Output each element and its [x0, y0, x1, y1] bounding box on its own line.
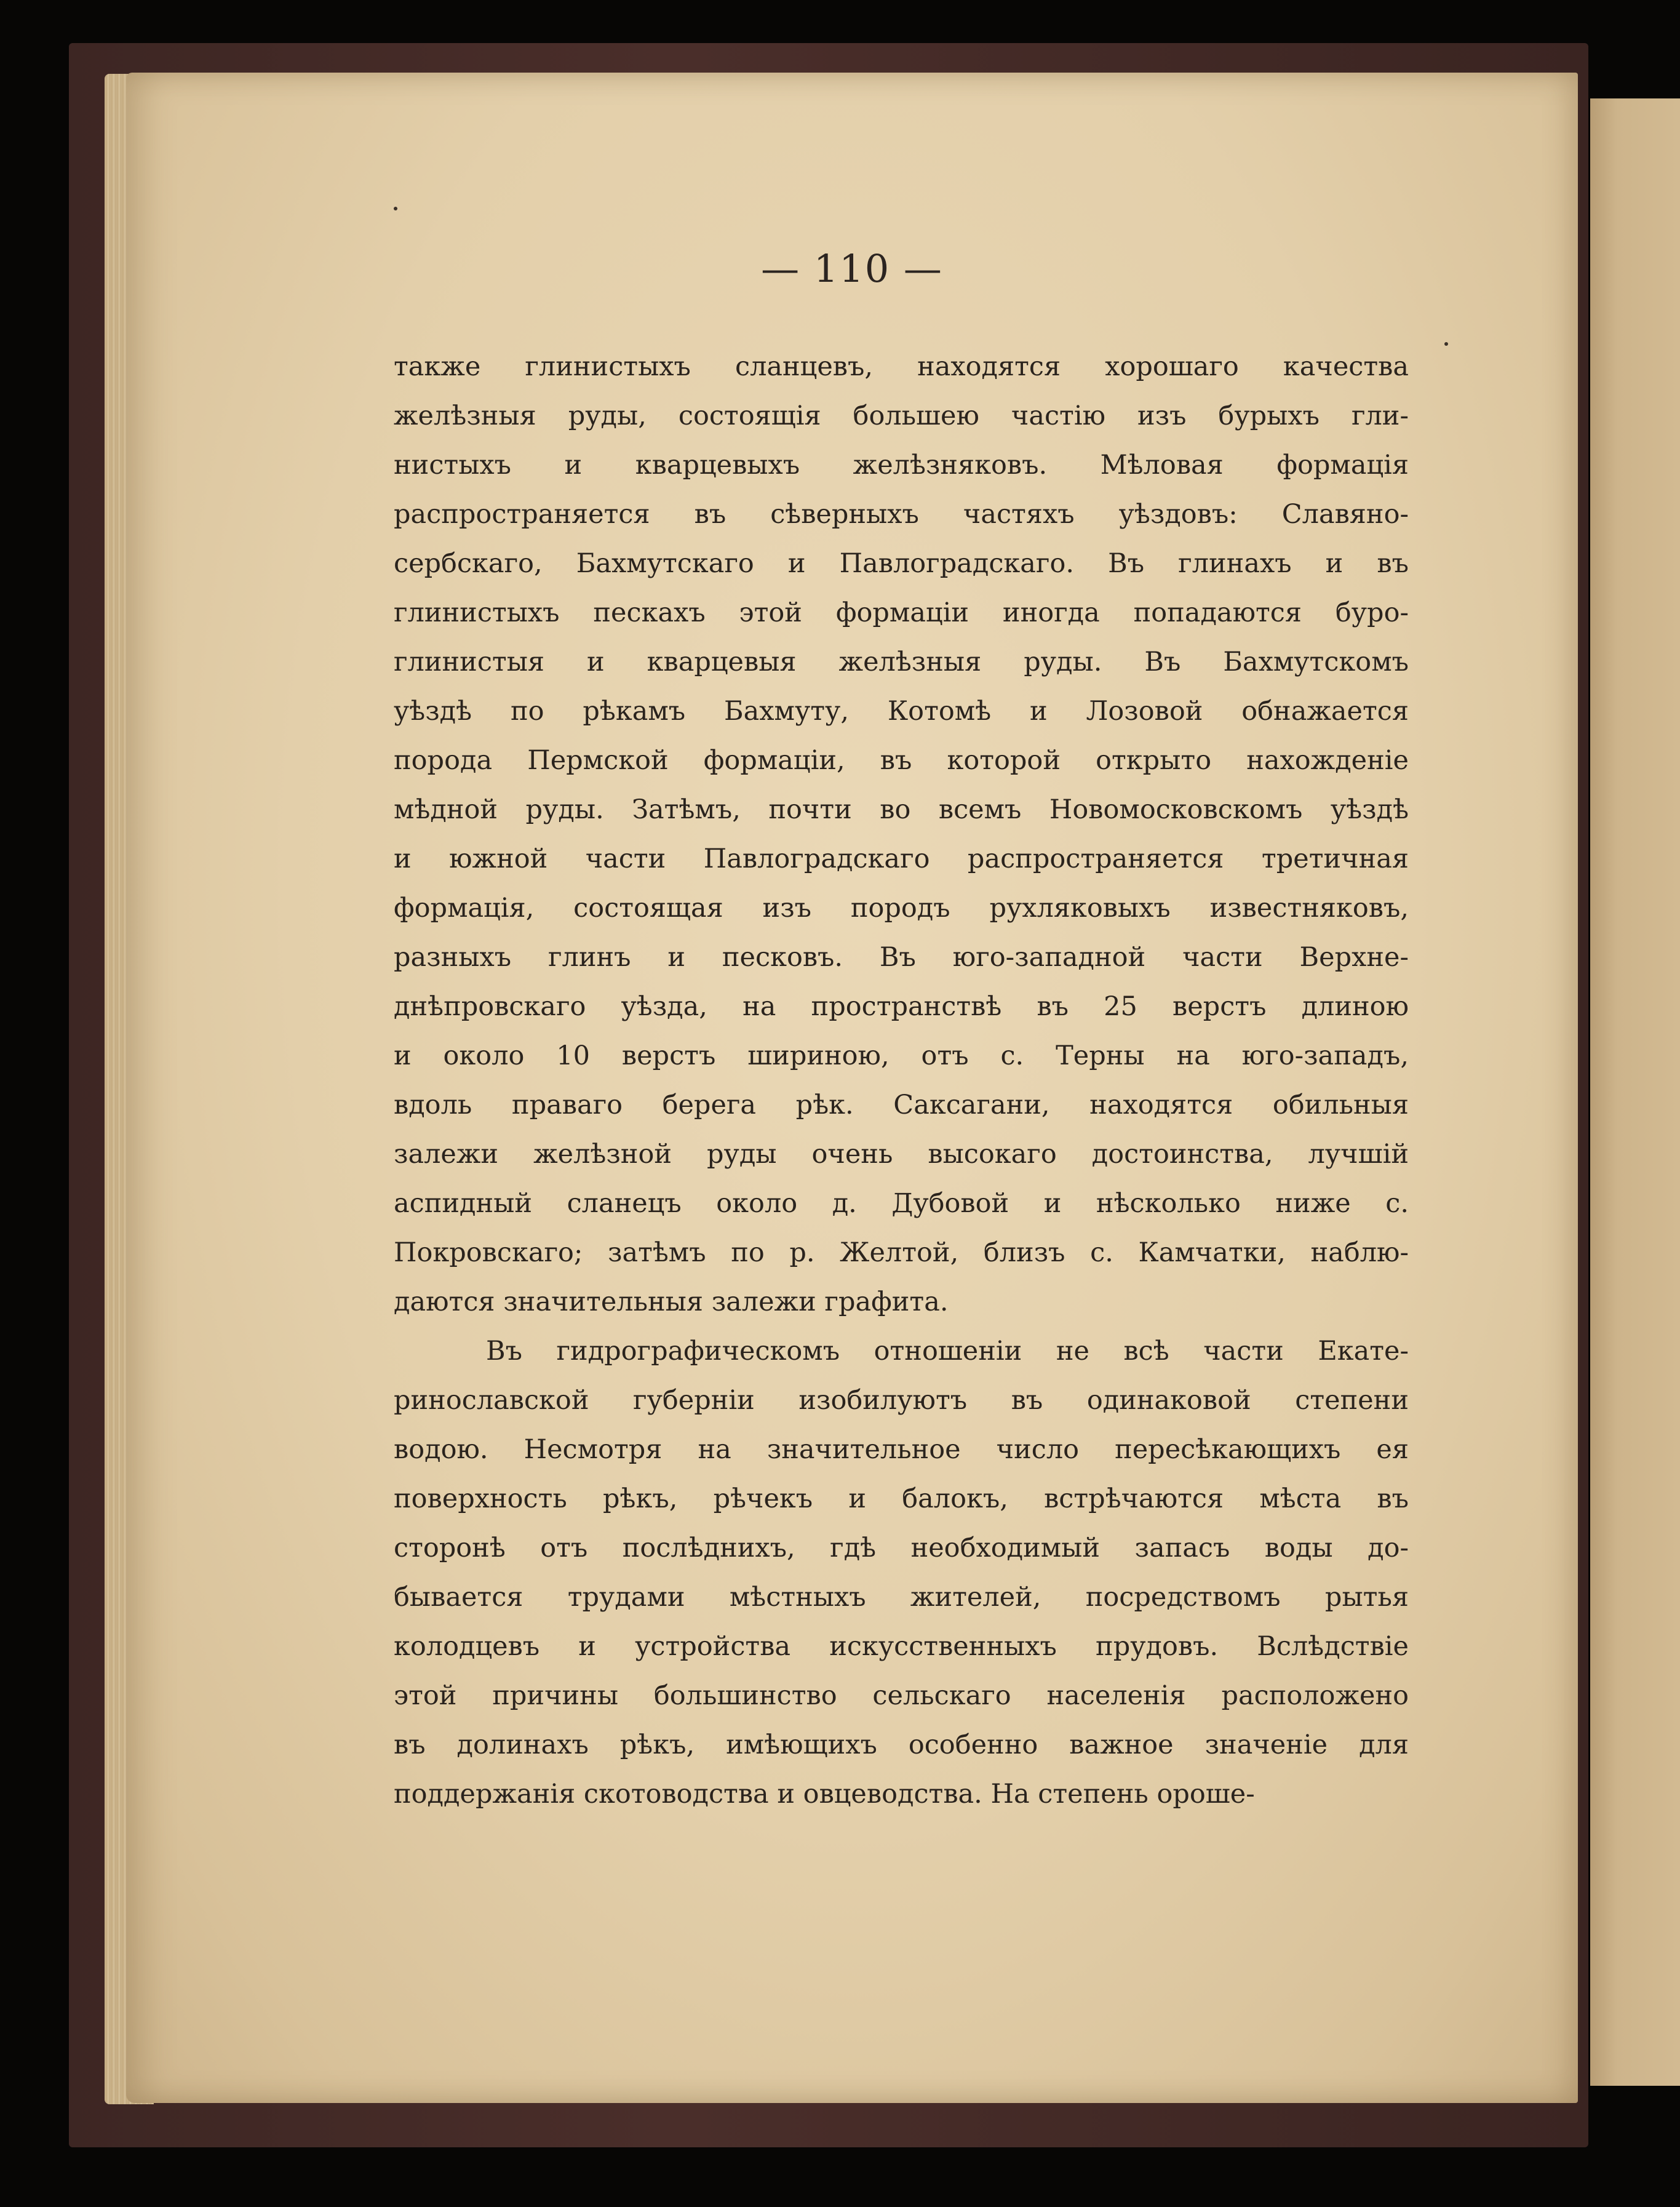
text-line: залежи желѣзной руды очень высокаго достоинства, лучшій: [394, 1139, 1409, 1170]
paper-speck: [1444, 342, 1448, 346]
text-line: Покровскаго; затѣмъ по р. Желтой, близъ с. Камчатки, наблю-: [394, 1237, 1409, 1268]
text-line: глинистыя и кварцевыя желѣзныя руды. Въ Бахмутскомъ: [394, 647, 1409, 677]
text-line: также глинистыхъ сланцевъ, находятся хорошаго качества: [394, 351, 1409, 382]
paper-speck: [394, 207, 397, 210]
text-line: вдоль праваго берега рѣк. Саксагани, находятся обильныя: [394, 1090, 1409, 1120]
text-line: порода Пермской формаціи, въ которой открыто нахожденіе: [394, 745, 1409, 776]
text-line: даются значительныя залежи графита.: [394, 1287, 949, 1317]
text-line: поддержанія скотоводства и овцеводства. На степень ороше-: [394, 1779, 1255, 1810]
text-line: Въ гидрографическомъ отношеніи не всѣ части Екате-: [486, 1336, 1409, 1367]
text-line: сербскаго, Бахмутскаго и Павлоградскаго. Въ глинахъ и въ: [394, 548, 1409, 579]
text-line: поверхность рѣкъ, рѣчекъ и балокъ, встрѣчаются мѣста въ: [394, 1483, 1409, 1514]
text-line: ринославской губерніи изобилуютъ въ одинаковой степени: [394, 1385, 1409, 1416]
text-line: водою. Несмотря на значительное число пересѣкающихъ ея: [394, 1434, 1409, 1465]
text-line: бывается трудами мѣстныхъ жителей, посредствомъ рытья: [394, 1582, 1409, 1613]
text-line: распространяется въ сѣверныхъ частяхъ уѣздовъ: Славяно-: [394, 499, 1409, 530]
text-line: мѣдной руды. Затѣмъ, почти во всемъ Новомосковскомъ уѣздѣ: [394, 794, 1409, 825]
text-line: аспидный сланецъ около д. Дубовой и нѣсколько ниже с.: [394, 1188, 1409, 1219]
text-line: нистыхъ и кварцевыхъ желѣзняковъ. Мѣловая формація: [394, 450, 1409, 481]
body-text: [394, 342, 1409, 1819]
text-line: уѣздѣ по рѣкамъ Бахмуту, Котомѣ и Лозовой обнажается: [394, 696, 1409, 727]
text-line: желѣзныя руды, состоящія большею частію изъ бурыхъ гли-: [394, 401, 1409, 431]
text-line: и южной части Павлоградскаго распространяется третичная: [394, 844, 1409, 874]
text-line: въ долинахъ рѣкъ, имѣющихъ особенно важное значеніе для: [394, 1730, 1409, 1760]
text-line: колодцевъ и устройства искусственныхъ прудовъ. Вслѣдствіе: [394, 1631, 1409, 1662]
text-line: днѣпровскаго уѣзда, на пространствѣ въ 25 верстъ длиною: [394, 991, 1409, 1022]
text-line: глинистыхъ пескахъ этой формаціи иногда попадаются буро-: [394, 597, 1409, 628]
text-line: и около 10 верстъ шириною, отъ с. Терны на юго-западъ,: [394, 1040, 1409, 1071]
text-line: разныхъ глинъ и песковъ. Въ юго-западной части Верхне-: [394, 942, 1409, 973]
next-page-edge: [1590, 98, 1680, 2086]
text-line: этой причины большинство сельскаго населенія расположено: [394, 1680, 1409, 1711]
page-number: — 110 —: [761, 246, 943, 291]
text-line: формація, состоящая изъ породъ рухляковыхъ известняковъ,: [394, 893, 1409, 924]
text-line: сторонѣ отъ послѣднихъ, гдѣ необходимый запасъ воды до-: [394, 1533, 1409, 1563]
